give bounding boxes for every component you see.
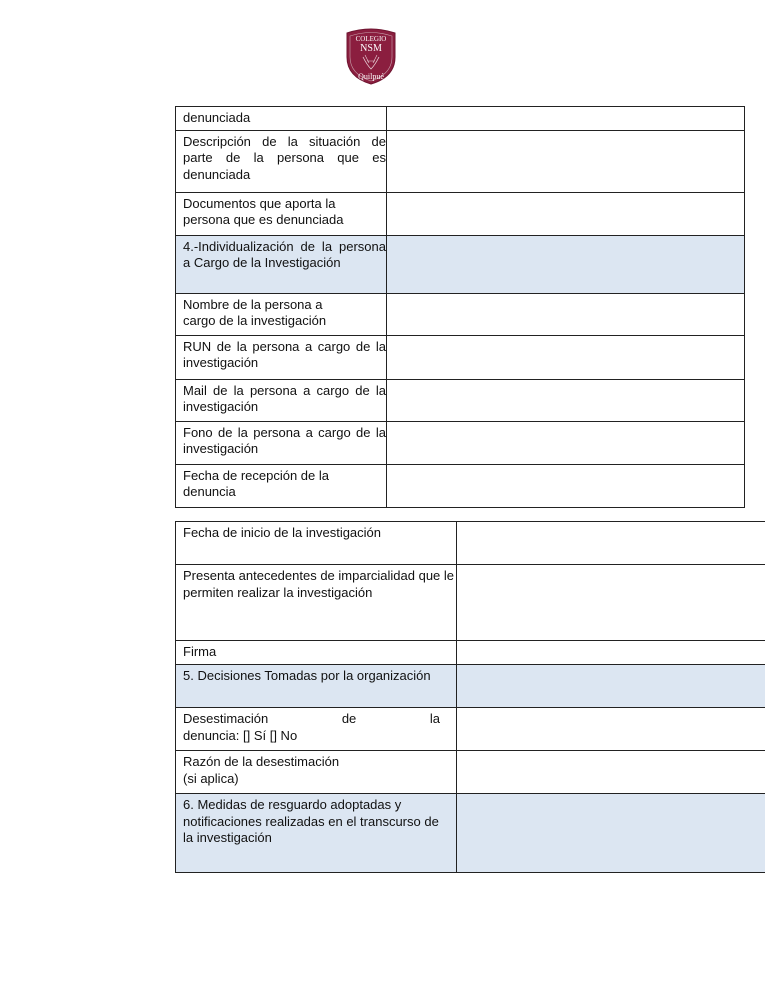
row-value-field[interactable] [387, 130, 745, 192]
desestimacion-word: Desestimación [183, 711, 269, 726]
row-label-antecedentes-imparcialidad: Presenta antecedentes de imparcialidad que le permiten realizar la investigación [176, 565, 457, 641]
table-row [176, 335, 745, 379]
table-row [176, 641, 765, 665]
row-label-fecha-inicio: Fecha de inicio de la investigación [176, 522, 457, 565]
section-heading-investigador: 4.-Individualización de la persona a Cargo de la Investigación [176, 235, 387, 293]
row-label-run: RUN de la persona a cargo de la investigación [176, 335, 387, 379]
section-header-row [176, 665, 765, 708]
row-value-field[interactable] [387, 335, 745, 379]
de-word: de [341, 711, 357, 726]
investigation-form-table-2 [175, 521, 765, 873]
row-label-fecha-recepcion: Fecha de recepción de la denuncia [176, 464, 387, 507]
svg-text:NSM: NSM [360, 43, 382, 54]
razon-line-1: Razón de la desestimación [183, 754, 340, 769]
row-value-field[interactable] [387, 107, 745, 131]
investigation-form-table-1 [175, 106, 745, 508]
svg-text:Quilpué: Quilpué [358, 72, 384, 81]
row-label-nombre: Nombre de la persona a cargo de la investigación [176, 293, 387, 335]
razon-line-2: (si aplica) [183, 770, 239, 786]
row-value-field[interactable] [387, 379, 745, 421]
table-row [176, 107, 745, 131]
row-label-documentos: Documentos que aporta la persona que es denunciada [176, 192, 387, 235]
section-header-row [176, 235, 745, 293]
table-row [176, 464, 745, 507]
row-label-descripcion-situacion: Descripción de la situación de parte de la persona que es denunciada [176, 130, 387, 192]
section-value-field [457, 665, 765, 708]
svg-text:COLEGIO: COLEGIO [355, 35, 387, 43]
table-row [176, 522, 765, 565]
row-label-desestimacion [176, 708, 457, 751]
row-label-firma: Firma [176, 641, 457, 665]
signature-field[interactable] [457, 641, 765, 665]
section-value-field [457, 794, 765, 873]
table-row [176, 130, 745, 192]
table-row [176, 708, 765, 751]
section-heading-medidas-resguardo: 6. Medidas de resguardo adoptadas y notificaciones realizadas en el transcurso de la investigación [176, 794, 457, 873]
row-value-field[interactable] [457, 565, 765, 641]
desestimacion-line-1 [183, 711, 456, 728]
row-label-razon-desestimacion [176, 751, 457, 794]
row-value-field[interactable] [387, 421, 745, 464]
table-row [176, 293, 745, 335]
table-row [176, 379, 745, 421]
section-header-row [176, 794, 765, 873]
desestimacion-options[interactable]: denuncia: [] Sí [] No [183, 727, 298, 743]
row-value-field[interactable] [457, 708, 765, 751]
row-value-field[interactable] [387, 464, 745, 507]
row-label-denunciada: denunciada [176, 107, 387, 131]
row-label-mail: Mail de la persona a cargo de la investigación [176, 379, 387, 421]
row-value-field[interactable] [387, 293, 745, 335]
row-label-fono: Fono de la persona a cargo de la investigación [176, 421, 387, 464]
table-row [176, 192, 745, 235]
table-row [176, 421, 745, 464]
row-value-field[interactable] [457, 522, 765, 565]
la-word: la [429, 711, 440, 726]
section-value-field [387, 235, 745, 293]
row-value-field[interactable] [387, 192, 745, 235]
section-heading-decisiones: 5. Decisiones Tomadas por la organización [176, 665, 457, 708]
table-row [176, 751, 765, 794]
school-crest-logo [343, 27, 399, 85]
row-value-field[interactable] [457, 751, 765, 794]
table-row [176, 565, 765, 641]
